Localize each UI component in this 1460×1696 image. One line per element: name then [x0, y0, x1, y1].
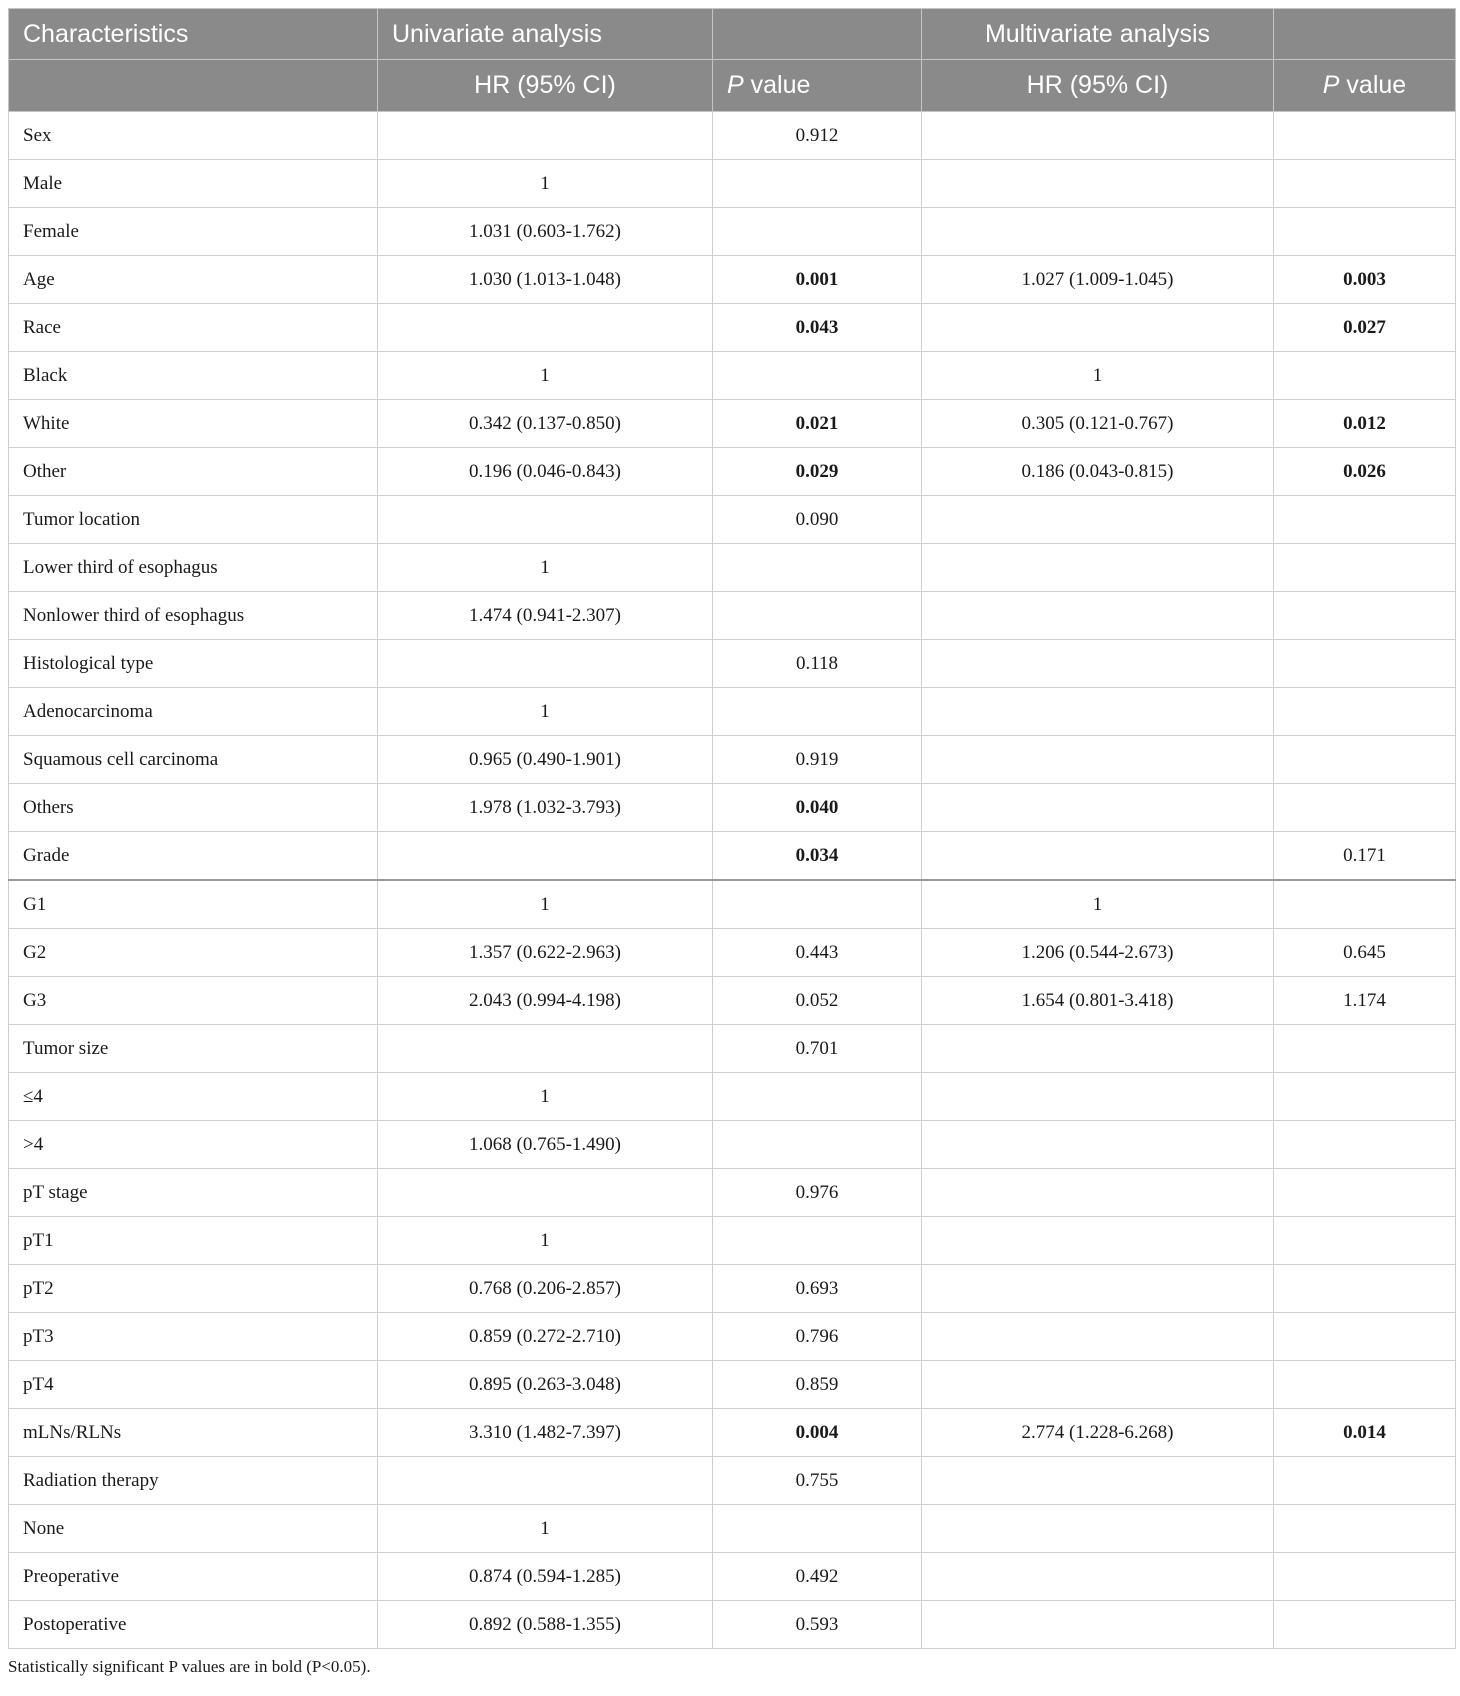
multivariate-hr-cell: 2.774 (1.228-6.268) [922, 1409, 1274, 1457]
header-characteristics: Characteristics [9, 9, 378, 60]
univariate-p-cell [713, 1505, 922, 1553]
univariate-p-cell: 0.034 [713, 832, 922, 881]
univariate-hr-cell: 3.310 (1.482-7.397) [378, 1409, 713, 1457]
table-row [9, 688, 1456, 736]
row-label: None [9, 1505, 378, 1553]
univariate-hr-cell: 0.965 (0.490-1.901) [378, 736, 713, 784]
univariate-hr-cell [378, 112, 713, 160]
multivariate-hr-cell [922, 544, 1274, 592]
multivariate-hr-cell: 0.186 (0.043-0.815) [922, 448, 1274, 496]
table-row [9, 1505, 1456, 1553]
univariate-p-cell: 0.919 [713, 736, 922, 784]
multivariate-hr-cell: 1.654 (0.801-3.418) [922, 977, 1274, 1025]
multivariate-p-cell [1274, 352, 1456, 400]
row-label: pT4 [9, 1361, 378, 1409]
table-row [9, 1313, 1456, 1361]
row-label: Squamous cell carcinoma [9, 736, 378, 784]
multivariate-p-cell [1274, 688, 1456, 736]
row-label: Adenocarcinoma [9, 688, 378, 736]
univariate-hr-cell [378, 640, 713, 688]
multivariate-p-cell [1274, 112, 1456, 160]
multivariate-p-cell [1274, 1217, 1456, 1265]
multivariate-hr-cell: 0.305 (0.121-0.767) [922, 400, 1274, 448]
univariate-p-cell: 0.859 [713, 1361, 922, 1409]
header-empty-cell [1274, 9, 1456, 60]
table-row [9, 1601, 1456, 1649]
multivariate-p-cell: 0.003 [1274, 256, 1456, 304]
univariate-p-cell: 0.043 [713, 304, 922, 352]
header-multivariate-p-value [1274, 60, 1456, 112]
multivariate-hr-cell: 1.206 (0.544-2.673) [922, 929, 1274, 977]
table-row [9, 1217, 1456, 1265]
multivariate-hr-cell [922, 160, 1274, 208]
p-symbol: P [1322, 71, 1340, 99]
univariate-p-cell: 0.443 [713, 929, 922, 977]
multivariate-p-cell [1274, 1361, 1456, 1409]
multivariate-p-cell [1274, 1313, 1456, 1361]
row-label: pT3 [9, 1313, 378, 1361]
table-container [8, 8, 1455, 1677]
univariate-hr-cell: 1 [378, 688, 713, 736]
univariate-p-cell: 0.701 [713, 1025, 922, 1073]
table-footnote: Statistically significant P values are in bold (P<0.05). [8, 1657, 371, 1676]
p-symbol: P [727, 71, 744, 99]
multivariate-hr-cell [922, 784, 1274, 832]
multivariate-hr-cell: 1 [922, 880, 1274, 929]
row-label: Preoperative [9, 1553, 378, 1601]
row-label: pT stage [9, 1169, 378, 1217]
table-row [9, 1025, 1456, 1073]
p-value-suffix: value [743, 71, 811, 99]
univariate-p-cell: 0.118 [713, 640, 922, 688]
row-label: pT1 [9, 1217, 378, 1265]
table-header [9, 9, 1456, 112]
p-value-suffix: value [1339, 71, 1407, 99]
multivariate-p-cell: 0.171 [1274, 832, 1456, 881]
univariate-p-cell [713, 880, 922, 929]
univariate-hr-cell: 2.043 (0.994-4.198) [378, 977, 713, 1025]
univariate-p-cell: 0.593 [713, 1601, 922, 1649]
row-label: Histological type [9, 640, 378, 688]
table-row [9, 256, 1456, 304]
header-row-2 [9, 60, 1456, 112]
univariate-p-cell [713, 1073, 922, 1121]
table-body [9, 112, 1456, 1649]
header-empty-cell [9, 60, 378, 112]
multivariate-p-cell: 0.026 [1274, 448, 1456, 496]
univariate-hr-cell: 0.895 (0.263-3.048) [378, 1361, 713, 1409]
multivariate-p-cell [1274, 784, 1456, 832]
multivariate-hr-cell [922, 640, 1274, 688]
row-label: Sex [9, 112, 378, 160]
header-multivariate-hr: HR (95% CI) [922, 60, 1274, 112]
univariate-p-cell: 0.912 [713, 112, 922, 160]
multivariate-p-cell [1274, 1169, 1456, 1217]
row-label: Lower third of esophagus [9, 544, 378, 592]
univariate-p-cell [713, 1121, 922, 1169]
univariate-p-cell [713, 592, 922, 640]
multivariate-hr-cell [922, 1313, 1274, 1361]
multivariate-hr-cell [922, 112, 1274, 160]
multivariate-hr-cell [922, 1505, 1274, 1553]
univariate-p-cell: 0.755 [713, 1457, 922, 1505]
table-row [9, 1457, 1456, 1505]
univariate-p-cell: 0.976 [713, 1169, 922, 1217]
multivariate-hr-cell [922, 1553, 1274, 1601]
multivariate-p-cell [1274, 880, 1456, 929]
table-row [9, 544, 1456, 592]
univariate-p-cell [713, 160, 922, 208]
multivariate-p-cell [1274, 1601, 1456, 1649]
univariate-hr-cell: 1.030 (1.013-1.048) [378, 256, 713, 304]
header-row-1 [9, 9, 1456, 60]
header-univariate-hr: HR (95% CI) [378, 60, 713, 112]
multivariate-p-cell [1274, 160, 1456, 208]
multivariate-hr-cell [922, 592, 1274, 640]
univariate-hr-cell: 1.357 (0.622-2.963) [378, 929, 713, 977]
univariate-p-cell: 0.492 [713, 1553, 922, 1601]
multivariate-hr-cell [922, 1121, 1274, 1169]
row-label: Tumor size [9, 1025, 378, 1073]
row-label: Tumor location [9, 496, 378, 544]
multivariate-hr-cell [922, 1457, 1274, 1505]
univariate-p-cell: 0.693 [713, 1265, 922, 1313]
univariate-hr-cell [378, 496, 713, 544]
multivariate-hr-cell [922, 1217, 1274, 1265]
univariate-hr-cell: 1.068 (0.765-1.490) [378, 1121, 713, 1169]
row-label: pT2 [9, 1265, 378, 1313]
multivariate-p-cell [1274, 1553, 1456, 1601]
header-multivariate-analysis: Multivariate analysis [922, 9, 1274, 60]
table-row [9, 977, 1456, 1025]
multivariate-p-cell [1274, 736, 1456, 784]
univariate-hr-cell: 0.342 (0.137-0.850) [378, 400, 713, 448]
univariate-hr-cell [378, 1025, 713, 1073]
univariate-hr-cell: 1 [378, 160, 713, 208]
row-label: Black [9, 352, 378, 400]
table-row [9, 929, 1456, 977]
univariate-hr-cell [378, 1457, 713, 1505]
table-row [9, 640, 1456, 688]
table-row [9, 1361, 1456, 1409]
multivariate-hr-cell [922, 1265, 1274, 1313]
multivariate-hr-cell: 1 [922, 352, 1274, 400]
row-label: Other [9, 448, 378, 496]
multivariate-p-cell [1274, 640, 1456, 688]
multivariate-p-cell: 0.645 [1274, 929, 1456, 977]
table-row [9, 832, 1456, 881]
table-row [9, 304, 1456, 352]
univariate-p-cell: 0.021 [713, 400, 922, 448]
univariate-p-cell [713, 544, 922, 592]
multivariate-hr-cell [922, 1025, 1274, 1073]
table-row [9, 352, 1456, 400]
multivariate-hr-cell [922, 688, 1274, 736]
multivariate-p-cell [1274, 1025, 1456, 1073]
row-label: mLNs/RLNs [9, 1409, 378, 1457]
univariate-p-cell: 0.001 [713, 256, 922, 304]
univariate-p-cell [713, 688, 922, 736]
row-label: Radiation therapy [9, 1457, 378, 1505]
univariate-hr-cell: 0.768 (0.206-2.857) [378, 1265, 713, 1313]
row-label: Male [9, 160, 378, 208]
multivariate-p-cell [1274, 1457, 1456, 1505]
row-label: White [9, 400, 378, 448]
header-empty-cell [713, 9, 922, 60]
univariate-hr-cell: 1 [378, 880, 713, 929]
table-row [9, 448, 1456, 496]
univariate-hr-cell [378, 304, 713, 352]
univariate-hr-cell: 1 [378, 1505, 713, 1553]
row-label: >4 [9, 1121, 378, 1169]
multivariate-p-cell [1274, 1121, 1456, 1169]
table-row [9, 1265, 1456, 1313]
row-label: Race [9, 304, 378, 352]
multivariate-p-cell [1274, 592, 1456, 640]
univariate-hr-cell: 1.474 (0.941-2.307) [378, 592, 713, 640]
univariate-hr-cell: 1.031 (0.603-1.762) [378, 208, 713, 256]
univariate-p-cell: 0.004 [713, 1409, 922, 1457]
multivariate-p-cell [1274, 208, 1456, 256]
multivariate-hr-cell [922, 1073, 1274, 1121]
multivariate-p-cell [1274, 496, 1456, 544]
table-row [9, 1553, 1456, 1601]
row-label: Postoperative [9, 1601, 378, 1649]
univariate-hr-cell: 1.978 (1.032-3.793) [378, 784, 713, 832]
row-label: Grade [9, 832, 378, 881]
multivariate-p-cell [1274, 1265, 1456, 1313]
multivariate-p-cell [1274, 544, 1456, 592]
table-row [9, 208, 1456, 256]
multivariate-p-cell [1274, 1073, 1456, 1121]
univariate-hr-cell: 0.874 (0.594-1.285) [378, 1553, 713, 1601]
table-row [9, 400, 1456, 448]
multivariate-hr-cell [922, 304, 1274, 352]
univariate-p-cell [713, 208, 922, 256]
table-row [9, 496, 1456, 544]
multivariate-hr-cell: 1.027 (1.009-1.045) [922, 256, 1274, 304]
univariate-hr-cell: 0.196 (0.046-0.843) [378, 448, 713, 496]
multivariate-p-cell [1274, 1505, 1456, 1553]
multivariate-p-cell: 1.174 [1274, 977, 1456, 1025]
multivariate-hr-cell [922, 496, 1274, 544]
multivariate-hr-cell [922, 832, 1274, 881]
multivariate-p-cell: 0.014 [1274, 1409, 1456, 1457]
table-row [9, 1121, 1456, 1169]
univariate-hr-cell: 1 [378, 1073, 713, 1121]
multivariate-hr-cell [922, 1169, 1274, 1217]
univariate-p-cell [713, 1217, 922, 1265]
table-row [9, 1409, 1456, 1457]
table-row [9, 736, 1456, 784]
univariate-p-cell: 0.029 [713, 448, 922, 496]
table-row [9, 784, 1456, 832]
univariate-hr-cell [378, 832, 713, 881]
table-row [9, 160, 1456, 208]
row-label: G1 [9, 880, 378, 929]
univariate-p-cell: 0.040 [713, 784, 922, 832]
multivariate-p-cell: 0.012 [1274, 400, 1456, 448]
univariate-hr-cell: 0.859 (0.272-2.710) [378, 1313, 713, 1361]
cox-regression-table [8, 8, 1456, 1649]
table-row [9, 1073, 1456, 1121]
univariate-p-cell: 0.052 [713, 977, 922, 1025]
row-label: G2 [9, 929, 378, 977]
univariate-hr-cell: 0.892 (0.588-1.355) [378, 1601, 713, 1649]
table-row [9, 880, 1456, 929]
multivariate-hr-cell [922, 1361, 1274, 1409]
row-label: Female [9, 208, 378, 256]
univariate-p-cell: 0.090 [713, 496, 922, 544]
univariate-hr-cell: 1 [378, 352, 713, 400]
univariate-p-cell: 0.796 [713, 1313, 922, 1361]
multivariate-hr-cell [922, 1601, 1274, 1649]
multivariate-p-cell: 0.027 [1274, 304, 1456, 352]
header-univariate-p-value [713, 60, 922, 112]
univariate-hr-cell [378, 1169, 713, 1217]
row-label: G3 [9, 977, 378, 1025]
table-row [9, 1169, 1456, 1217]
table-row [9, 592, 1456, 640]
row-label: Nonlower third of esophagus [9, 592, 378, 640]
table-row [9, 112, 1456, 160]
multivariate-hr-cell [922, 736, 1274, 784]
row-label: Age [9, 256, 378, 304]
row-label: Others [9, 784, 378, 832]
multivariate-hr-cell [922, 208, 1274, 256]
header-univariate-analysis: Univariate analysis [378, 9, 713, 60]
row-label: ≤4 [9, 1073, 378, 1121]
univariate-p-cell [713, 352, 922, 400]
univariate-hr-cell: 1 [378, 544, 713, 592]
univariate-hr-cell: 1 [378, 1217, 713, 1265]
